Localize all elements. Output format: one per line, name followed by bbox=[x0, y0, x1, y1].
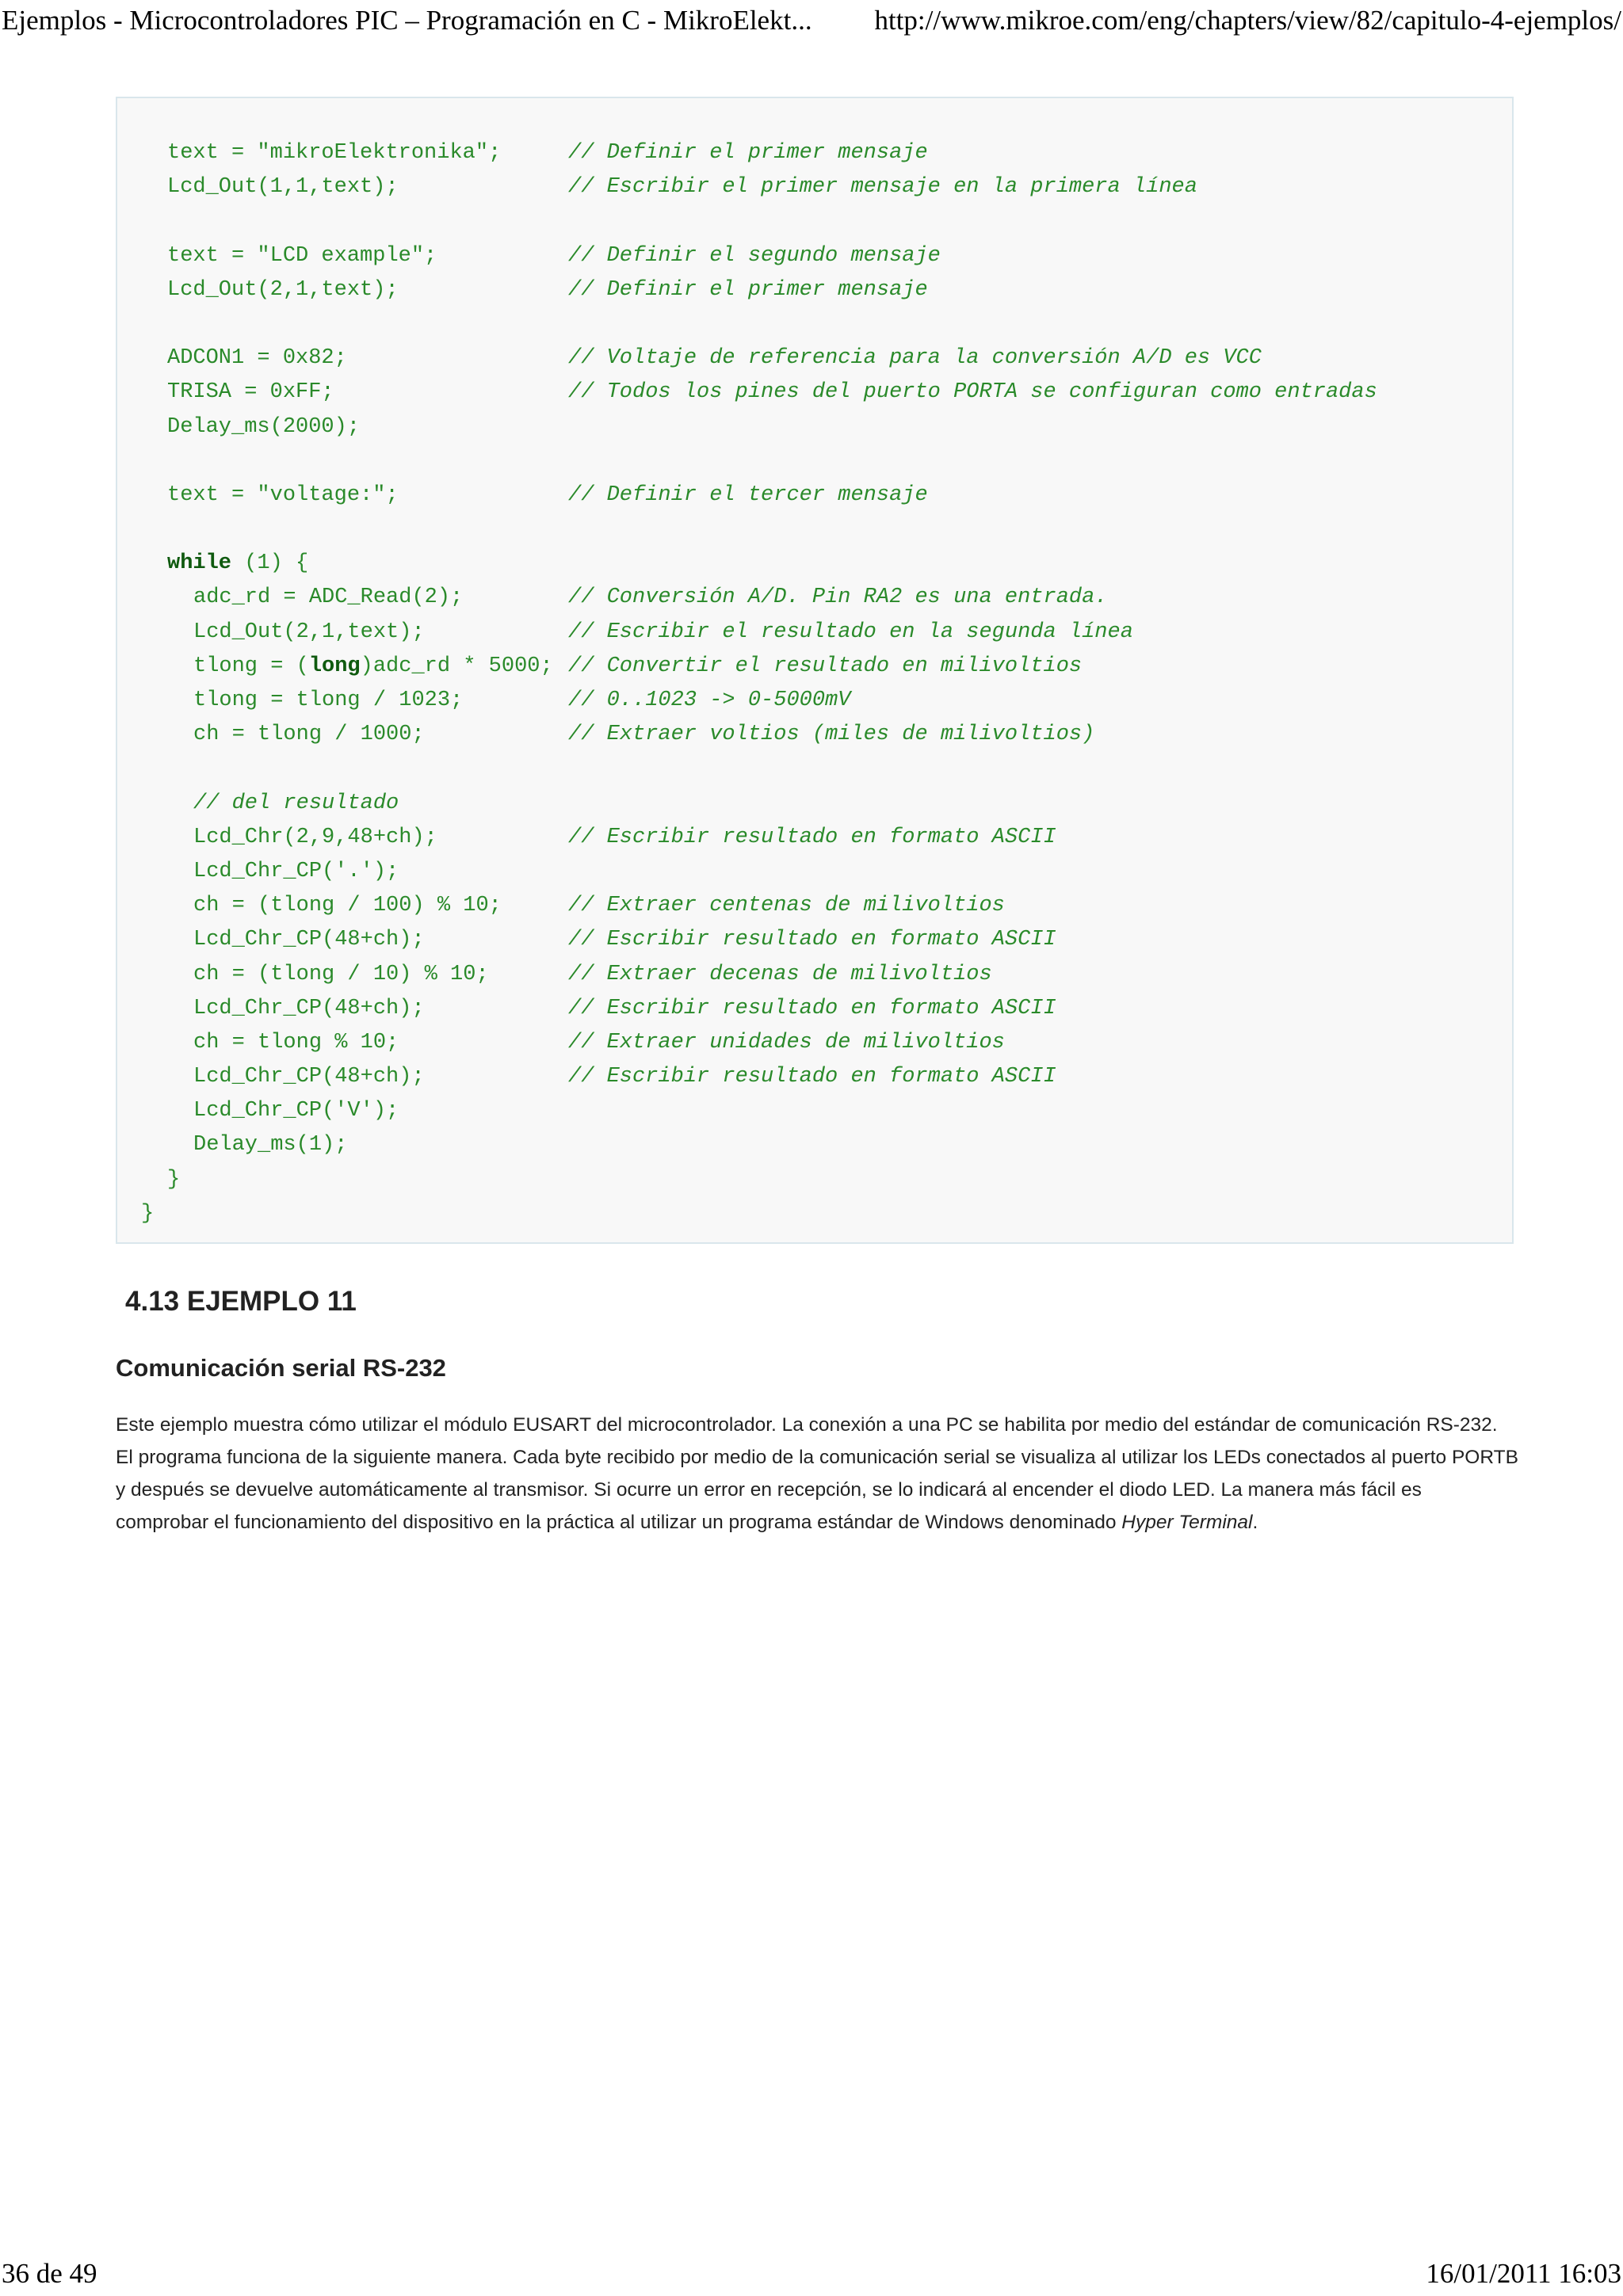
code-line bbox=[117, 650, 1512, 684]
code-line bbox=[117, 1128, 1512, 1162]
code-statement: Lcd_Chr_CP(48+ch); bbox=[193, 928, 425, 952]
code-lines bbox=[117, 136, 1512, 1231]
code-comment: // Definir el segundo mensaje bbox=[568, 243, 941, 268]
code-line bbox=[117, 204, 1512, 238]
code-comment: // 0..1023 -> 0-5000mV bbox=[568, 688, 851, 712]
code-comment: // Voltaje de referencia para la conversión A/D es VCC bbox=[568, 346, 1262, 371]
code-line bbox=[117, 307, 1512, 341]
code-statement: tlong = (long)adc_rd * 5000; bbox=[193, 654, 553, 678]
code-statement bbox=[193, 787, 399, 821]
code-comment: // Escribir resultado en formato ASCII bbox=[568, 996, 1056, 1020]
code-statement: Lcd_Chr(2,9,48+ch); bbox=[193, 825, 437, 849]
code-comment: // Todos los pines del puerto PORTA se configuran como entradas bbox=[568, 380, 1377, 405]
code-comment: // Conversión A/D. Pin RA2 es una entrada. bbox=[568, 585, 1108, 610]
paragraph-text: Este ejemplo muestra cómo utilizar el módulo EUSART del microcontrolador. La conexión a una PC se habilita por medio del estándar de comunicación RS-232. El programa funciona de la siguiente manera. Cada byte recibido por medio de la comunicación serial se visualiza al utilizar los LEDs conectados al puerto PORTB y después se devuelve automáticamente al transmisor. Si ocurre un error en recepción, se lo indicará al encender el diodo LED. La manera más fácil es comprobar el funcionamiento del dispositivo en la práctica al utilizar un programa estándar de Windows denominado bbox=[116, 1414, 1518, 1533]
code-line bbox=[117, 1026, 1512, 1060]
code-line bbox=[117, 513, 1512, 547]
code-line bbox=[117, 616, 1512, 650]
code-statement: while (1) { bbox=[167, 551, 309, 576]
code-statement: text = "LCD example"; bbox=[167, 243, 437, 268]
code-line bbox=[117, 479, 1512, 513]
code-line bbox=[117, 581, 1512, 615]
code-line bbox=[117, 1094, 1512, 1128]
paragraph-end: . bbox=[1252, 1512, 1258, 1533]
code-statement: } bbox=[167, 1167, 181, 1192]
code-keyword: long bbox=[308, 654, 361, 678]
code-statement: ch = tlong % 10; bbox=[193, 1030, 399, 1055]
code-block bbox=[116, 97, 1514, 1244]
code-comment: // Escribir resultado en formato ASCII bbox=[568, 928, 1056, 952]
code-statement: } bbox=[141, 1201, 155, 1226]
code-statement: adc_rd = ADC_Read(2); bbox=[193, 585, 464, 610]
code-statement: text = "voltage:"; bbox=[167, 482, 399, 507]
section-heading: 4.13 EJEMPLO 11 bbox=[125, 1286, 357, 1317]
code-comment: // Extraer unidades de milivoltios bbox=[568, 1030, 1005, 1055]
code-statement: ch = tlong / 1000; bbox=[193, 723, 425, 747]
code-line bbox=[117, 376, 1512, 410]
code-keyword: while bbox=[167, 551, 232, 576]
code-line bbox=[117, 1197, 1512, 1231]
code-line bbox=[117, 273, 1512, 307]
code-line bbox=[117, 684, 1512, 718]
code-statement: Lcd_Out(1,1,text); bbox=[167, 175, 399, 200]
page-number: 36 de 49 bbox=[2, 2258, 97, 2289]
code-comment: // Escribir resultado en formato ASCII bbox=[568, 825, 1056, 849]
code-comment: // Extraer decenas de milivoltios bbox=[568, 962, 992, 986]
code-comment: // Extraer voltios (miles de milivoltios) bbox=[568, 723, 1095, 747]
code-line bbox=[117, 787, 1512, 821]
code-statement: Lcd_Chr_CP('V'); bbox=[193, 1099, 399, 1123]
code-line bbox=[117, 136, 1512, 170]
code-line bbox=[117, 718, 1512, 752]
code-comment: // Definir el tercer mensaje bbox=[568, 482, 928, 507]
code-line bbox=[117, 547, 1512, 581]
code-line bbox=[117, 239, 1512, 273]
code-comment: // del resultado bbox=[193, 791, 399, 815]
page-url: http://www.mikroe.com/eng/chapters/view/82/capitulo-4-ejemplos/ bbox=[874, 5, 1621, 36]
code-statement: text = "mikroElektronika"; bbox=[167, 141, 502, 165]
code-line bbox=[117, 923, 1512, 957]
page-title: Ejemplos - Microcontroladores PIC – Programación en C - MikroElekt... bbox=[2, 5, 812, 36]
section-paragraph bbox=[116, 1409, 1518, 1539]
code-comment: // Definir el primer mensaje bbox=[568, 141, 928, 165]
code-statement: ADCON1 = 0x82; bbox=[167, 346, 347, 371]
code-comment: // Extraer centenas de milivoltios bbox=[568, 894, 1005, 918]
code-comment: // Escribir resultado en formato ASCII bbox=[568, 1065, 1056, 1089]
code-statement: Lcd_Out(2,1,text); bbox=[167, 277, 399, 302]
code-statement: Delay_ms(2000); bbox=[167, 414, 361, 439]
code-line bbox=[117, 170, 1512, 204]
hyper-terminal-emphasis: Hyper Terminal bbox=[1121, 1512, 1253, 1533]
code-statement: Lcd_Chr_CP(48+ch); bbox=[193, 996, 425, 1020]
code-line bbox=[117, 444, 1512, 479]
code-line bbox=[117, 821, 1512, 855]
code-line bbox=[117, 889, 1512, 923]
code-comment: // Escribir el resultado en la segunda línea bbox=[568, 620, 1133, 644]
code-line bbox=[117, 1060, 1512, 1094]
code-comment: // Convertir el resultado en milivoltios bbox=[568, 654, 1083, 678]
code-statement: ch = (tlong / 100) % 10; bbox=[193, 894, 502, 918]
code-statement: Delay_ms(1); bbox=[193, 1133, 348, 1158]
print-datetime: 16/01/2011 16:03 bbox=[1426, 2258, 1621, 2289]
code-statement: Lcd_Chr_CP('.'); bbox=[193, 859, 399, 883]
code-line bbox=[117, 855, 1512, 889]
code-statement: ch = (tlong / 10) % 10; bbox=[193, 962, 489, 986]
code-statement: tlong = tlong / 1023; bbox=[193, 688, 464, 712]
code-statement: Lcd_Out(2,1,text); bbox=[193, 620, 425, 644]
code-line bbox=[117, 410, 1512, 444]
code-line bbox=[117, 341, 1512, 376]
code-line bbox=[117, 992, 1512, 1026]
section-subheading: Comunicación serial RS-232 bbox=[116, 1354, 446, 1382]
code-comment: // Escribir el primer mensaje en la primera línea bbox=[568, 175, 1197, 200]
code-line bbox=[117, 752, 1512, 786]
code-statement: Lcd_Chr_CP(48+ch); bbox=[193, 1065, 425, 1089]
code-line bbox=[117, 958, 1512, 992]
code-statement: TRISA = 0xFF; bbox=[167, 380, 334, 405]
code-line bbox=[117, 1163, 1512, 1197]
code-comment: // Definir el primer mensaje bbox=[568, 277, 928, 302]
